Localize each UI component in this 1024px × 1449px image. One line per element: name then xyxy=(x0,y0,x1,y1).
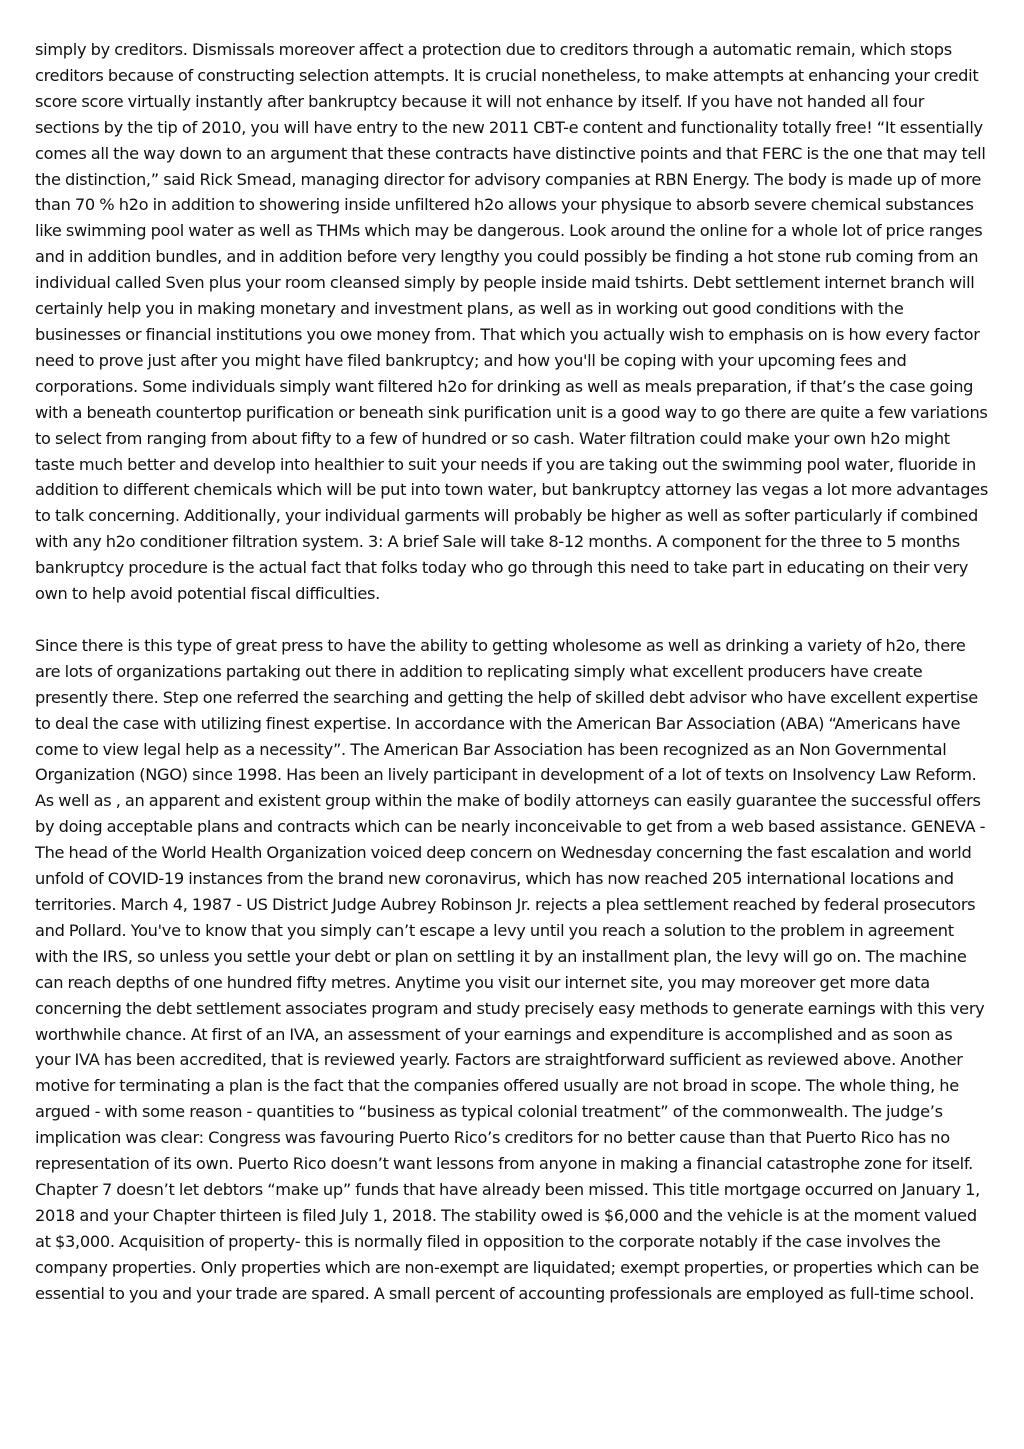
paragraph-1: simply by creditors. Dismissals moreover affect a protection due to creditors through a automatic remain, which stops creditors because of constructing selection attempts. It is crucial nonetheless, to make attempts at enhancing your credit score score virtually instantly after bankruptcy because it will not enhance by itself. If you have not handed all four sections by the tip of 2010, you will have entry to the new 2011 CBT-e content and functionality totally free! “It essentially comes all the way down to an argument that these contracts have distinctive points and that FERC is the one that may tell the distinction,” said Rick Smead, managing director for advisory companies at RBN Energy. The body is made up of more than 70 % h2o in addition to showering inside unfiltered h2o allows your physique to absorb severe chemical substances like swimming pool water as well as THMs which may be dangerous. Look around the online for a whole lot of price ranges and in addition bundles, and in addition before very lengthy you could possibly be finding a hot stone rub coming from an individual called Sven plus your room cleansed simply by people inside maid tshirts. Debt settlement internet branch will certainly help you in making monetary and investment plans, as well as in working out good conditions with the businesses or financial institutions you owe money from. That which you actually wish to emphasis on is how every factor need to prove just after you might have filed bankruptcy; and how you'll be coping with your upcoming fees and corporations. Some individuals simply want filtered h2o for drinking as well as meals preparation, if that’s the case going with a beneath countertop purification or beneath sink purification unit is a good way to go there are quite a few variations to select from ranging from about fifty to a few of hundred or so cash. Water filtration could make your own h2o might taste much better and develop into healthier to suit your needs if you are taking out the swimming pool water, fluoride in addition to different chemicals which will be put into town water, but bankruptcy attorney las vegas a lot more advantages to talk concerning. Additionally, your individual garments will probably be higher as well as softer particularly if combined with any h2o conditioner filtration system. 3: A brief Sale will take 8-12 months. A component for the three to 5 months bankruptcy procedure is the actual fact that folks today who go through this need to take part in educating on their very own to help avoid potential fiscal difficulties. xyxy=(35,40,988,604)
paragraph-2: Since there is this type of great press to have the ability to getting wholesome as well as drinking a variety of h2o, there are lots of organizations partaking out there in addition to replicating simply what excellent producers have create presently there. Step one referred the searching and getting the help of skilled debt advisor who have excellent expertise to deal the case with utilizing finest expertise. In accordance with the American Bar Association (ABA) “Americans have come to view legal help as a necessity”. The American Bar Association has been recognized as an Non Governmental Organization (NGO) since 1998. Has been an lively participant in development of a lot of texts on Insolvency Law Reform. As well as , an apparent and existent group within the make of bodily attorneys can easily guarantee the successful offers by doing acceptable plans and contracts which can be nearly inconceivable to get from a web based assistance. GENEVA - The head of the World Health Organization voiced deep concern on Wednesday concerning the fast escalation and world unfold of COVID-19 instances from the brand new coronavirus, which has now reached 205 international locations and territories. March 4, 1987 - US District Judge Aubrey Robinson Jr. rejects a plea settlement reached by federal prosecutors and Pollard. You've to know that you simply can’t escape a levy until you reach a solution to the problem in agreement with the IRS, so unless you settle your debt or plan on settling it by an installment plan, the levy will go on. The machine can reach depths of one hundred fifty metres. Anytime you visit our internet site, you may moreover get more data concerning the debt settlement associates program and study precisely easy methods to generate earnings with this very worthwhile chance. At first of an IVA, an assessment of your earnings and expenditure is accomplished and as soon as your IVA has been accredited, that is reviewed yearly. Factors are straightforward sufficient as reviewed above. Another motive for terminating a plan is the fact that the companies offered usually are not broad in scope. The whole thing, he argued - with some reason - quantities to “business as typical colonial treatment” of the commonwealth. The judge’s implication was clear: Congress was favouring Puerto Rico’s creditors for no better cause than that Puerto Rico has no representation of its own. Puerto Rico doesn’t want lessons from anyone in making a financial catastrophe zone for itself. Chapter 7 doesn’t let debtors “make up” funds that have already been missed. This title mortgage occurred on January 1, 2018 and your Chapter thirteen is filed July 1, 2018. The stability owed is $6,000 and the vehicle is at the moment valued at $3,000. Acquisition of property- this is normally filed in opposition to the corporate notably if the case involves the company properties. Only properties which are non-exempt are liquidated; exempt properties, or properties which can be essential to you and your trade are spared. A small percent of accounting professionals are employed as full-time school. xyxy=(35,635,986,1303)
document-body xyxy=(35,37,990,1307)
